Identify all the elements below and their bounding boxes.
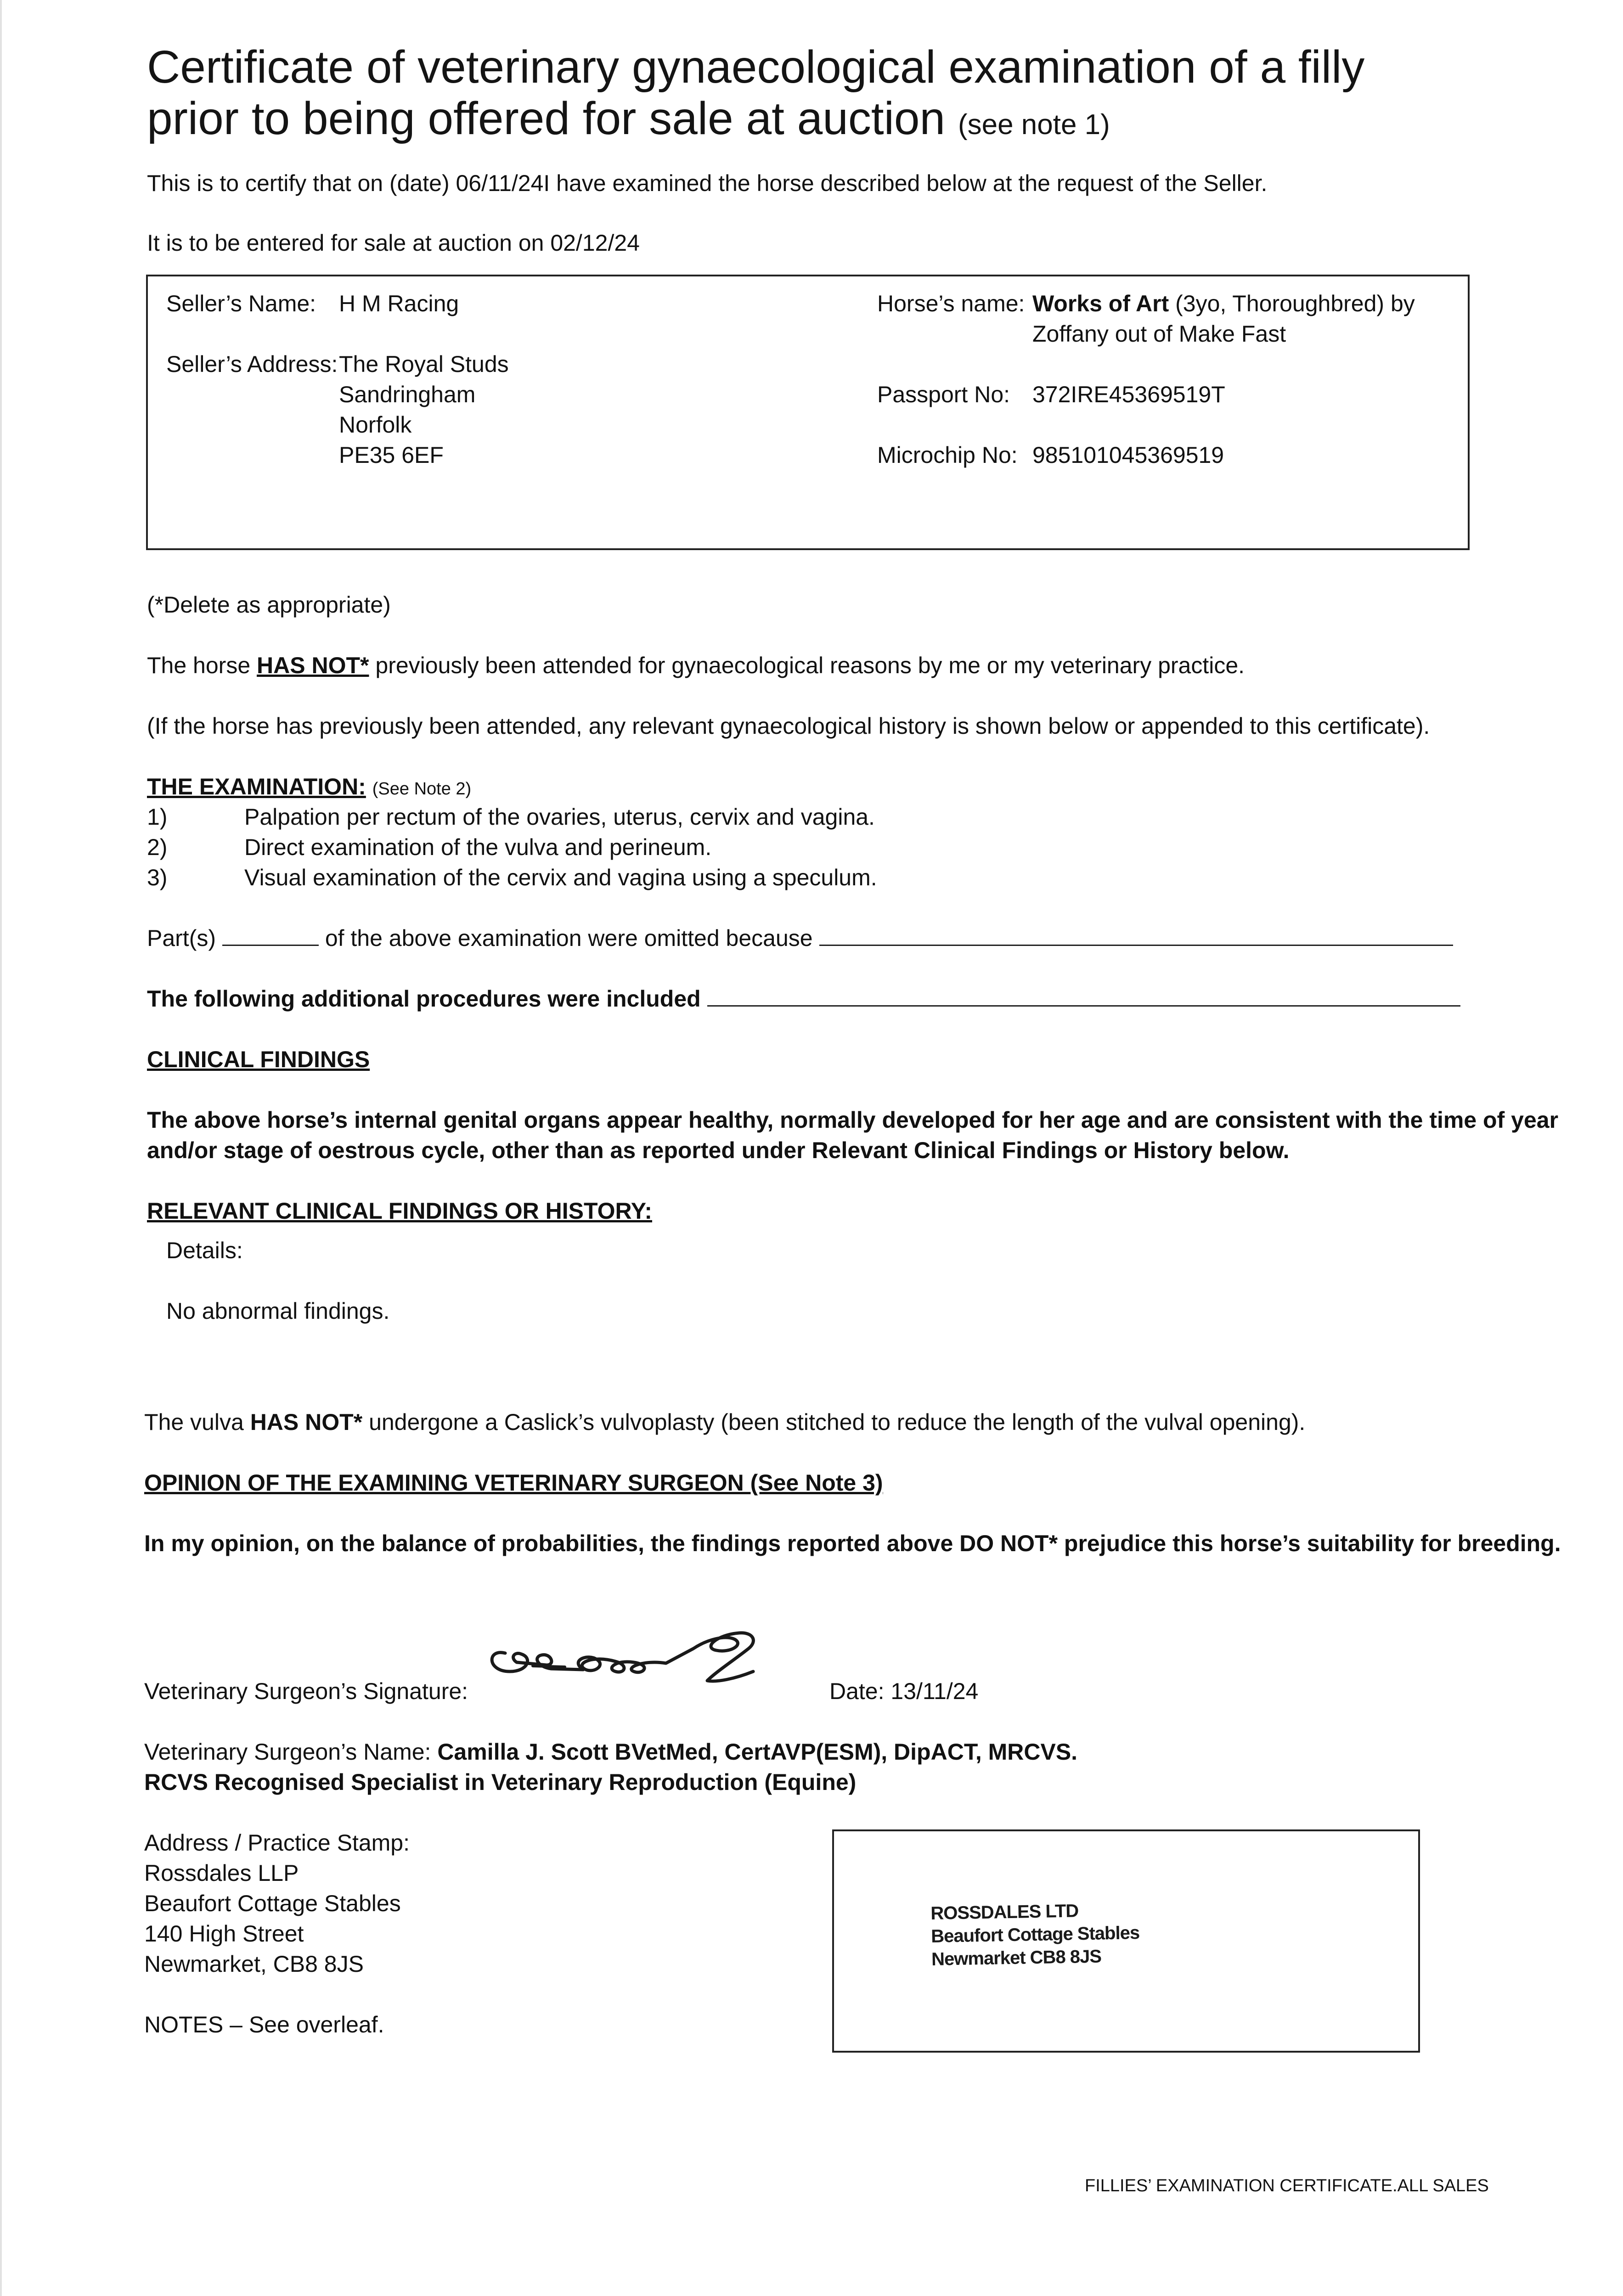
- details-text: No abnormal findings.: [166, 1298, 390, 1324]
- omitted-parts-line: Part(s) of the above examination were omitted because: [147, 923, 1453, 953]
- delete-note: (*Delete as appropriate): [147, 592, 391, 618]
- exam-item-text: Visual examination of the cervix and vagina using a speculum.: [244, 865, 877, 890]
- signature-date-value: 13/11/24: [890, 1678, 979, 1704]
- seller-address-line: Norfolk: [339, 412, 412, 438]
- details-label: Details:: [166, 1238, 243, 1263]
- vulva-flag: HAS NOT*: [250, 1409, 363, 1435]
- title-line-2: prior to being offered for sale at auction (see note 1): [147, 93, 1110, 144]
- practice-line: Rossdales LLP: [144, 1860, 299, 1886]
- footer-form-title: FILLIES’ EXAMINATION CERTIFICATE.ALL SALES: [1085, 2176, 1489, 2195]
- practice-line: 140 High Street: [144, 1921, 304, 1947]
- scan-edge: [0, 0, 2, 2296]
- exam-item-text: Direct examination of the vulva and perineum.: [244, 834, 712, 860]
- stamp-line: Beaufort Cottage Stables: [930, 1923, 1140, 1947]
- seller-address-label: Seller’s Address:: [166, 351, 338, 377]
- surgeon-name: Camilla J. Scott BVetMed, CertAVP(ESM), DipACT, MRCVS.: [437, 1739, 1078, 1765]
- microchip-label: Microchip No:: [877, 442, 1018, 468]
- seller-address-line: The Royal Studs: [339, 351, 509, 377]
- attended-flag: HAS NOT*: [257, 653, 369, 678]
- horse-breeding: Zoffany out of Make Fast: [1032, 321, 1286, 347]
- opinion-heading: OPINION OF THE EXAMINING VETERINARY SURGEON (See Note 3): [144, 1470, 883, 1496]
- practice-line: Beaufort Cottage Stables: [144, 1891, 401, 1916]
- certify-statement: This is to certify that on (date) 06/11/24I have examined the horse described below at the request of the Seller.: [147, 170, 1268, 196]
- horse-name-bold: Works of Art: [1032, 291, 1169, 316]
- stamp-line: ROSSDALES LTD: [930, 1901, 1079, 1924]
- examination-heading: THE EXAMINATION: (See Note 2): [147, 774, 472, 799]
- passport-number: 372IRE45369519T: [1032, 382, 1225, 407]
- clinical-findings-text: and/or stage of oestrous cycle, other than as reported under Relevant Clinical Findings or History below.: [147, 1137, 1290, 1163]
- sale-date-statement: It is to be entered for sale at auction on 02/12/24: [147, 230, 640, 256]
- horse-name-detail: (3yo, Thoroughbred) by: [1175, 291, 1415, 316]
- relevant-findings-heading: RELEVANT CLINICAL FINDINGS OR HISTORY:: [147, 1198, 653, 1224]
- additional-procedures-blank: [707, 987, 1460, 1007]
- seller-address-line: Sandringham: [339, 382, 476, 407]
- signature-image: [478, 1621, 790, 1694]
- microchip-number: 985101045369519: [1032, 442, 1224, 468]
- seller-name-label: Seller’s Name:: [166, 291, 316, 316]
- signature-date: Date: 13/11/24: [829, 1678, 979, 1704]
- attended-statement: The horse HAS NOT* previously been attended for gynaecological reasons by me or my veterinary practice.: [147, 653, 1245, 678]
- title-note: (see note 1): [958, 109, 1110, 141]
- horse-name: [1032, 288, 1415, 319]
- passport-label: Passport No:: [877, 382, 1010, 407]
- exam-item-text: Palpation per rectum of the ovaries, uterus, cervix and vagina.: [244, 804, 875, 830]
- seller-address-line: PE35 6EF: [339, 442, 444, 468]
- specialist-title: RCVS Recognised Specialist in Veterinary Reproduction (Equine): [144, 1769, 857, 1795]
- practice-stamp: [930, 1898, 1140, 1971]
- surgeon-name-line: Veterinary Surgeon’s Name: Camilla J. Scott BVetMed, CertAVP(ESM), DipACT, MRCVS.: [144, 1739, 1078, 1765]
- practice-label: Address / Practice Stamp:: [144, 1830, 410, 1856]
- seller-name: H M Racing: [339, 291, 459, 316]
- horse-name-label: Horse’s name:: [877, 291, 1025, 316]
- title-line-1: Certificate of veterinary gynaecological examination of a filly: [147, 41, 1365, 93]
- exam-item-number: 2): [147, 834, 168, 860]
- clinical-findings-text: The above horse’s internal genital organs appear healthy, normally developed for her age and are consistent with the time of year: [147, 1107, 1559, 1133]
- vulva-statement: The vulva HAS NOT* undergone a Caslick’s vulvoplasty (been stitched to reduce the length of the vulval opening).: [144, 1409, 1306, 1435]
- exam-item-number: 1): [147, 804, 168, 830]
- history-note: (If the horse has previously been attended, any relevant gynaecological history is shown below or appended to this certificate).: [147, 713, 1430, 739]
- notes-reference: NOTES – See overleaf.: [144, 2012, 384, 2037]
- stamp-line: Newmarket CB8 8JS: [931, 1946, 1102, 1970]
- omitted-parts-blank: [222, 926, 319, 946]
- practice-line: Newmarket, CB8 8JS: [144, 1951, 364, 1977]
- exam-item-number: 3): [147, 865, 168, 890]
- document-title: [147, 41, 1479, 151]
- additional-procedures-line: The following additional procedures were included: [147, 984, 1460, 1014]
- opinion-text: In my opinion, on the balance of probabilities, the findings reported above DO NOT* prejudice this horse’s suitability for breeding.: [144, 1531, 1561, 1556]
- omitted-reason-blank: [819, 926, 1453, 946]
- signature-label: Veterinary Surgeon’s Signature:: [144, 1678, 468, 1704]
- clinical-findings-heading: CLINICAL FINDINGS: [147, 1047, 370, 1072]
- examination-note: (See Note 2): [372, 779, 472, 799]
